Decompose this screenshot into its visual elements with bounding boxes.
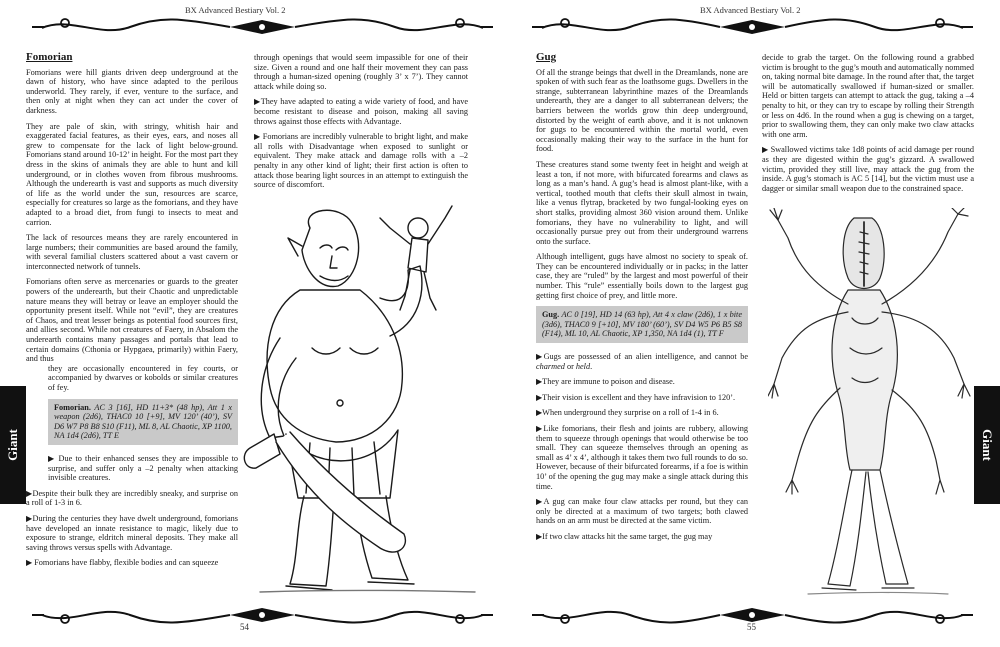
bullet-paragraph: ▶During the centuries they have dwelt underground, fomorians have developed an innate resistance to magic, likely due to exposure to strange, eldritch mineral deposits. They make all saving throws versus spells with Advantage. bbox=[26, 513, 239, 552]
bullet-arrow-icon: ▶ bbox=[48, 453, 56, 463]
bullet-arrow-icon: ▶ bbox=[762, 145, 769, 155]
gug-illustration bbox=[768, 208, 974, 598]
top-flourish-ornament bbox=[530, 14, 975, 40]
bullet-arrow-icon: ▶ bbox=[536, 424, 544, 433]
paragraph: Of all the strange beings that dwell in the Dreamlands, none are spoken of with such fear as the loathsome gugs. Dwellers in the strange, subterranean labyrinthine mazes of the Dreamlands underearth, they are a danger to all subterranean delvers; the barriers between the worlds grow thin deep underground, distorted by the weight of earth above, and it is not unknown for gugs to be encountered within the mortal world, even occasionally making their way to the surface in the hunt for food. bbox=[536, 67, 748, 154]
section-tab-giant[interactable] bbox=[974, 386, 1000, 504]
right-page bbox=[500, 0, 1000, 647]
stat-block-text: AC 3 [16], HD 11+3* (48 hp), Att 1 x weapon (2d6), THAC0 10 [+9], MV 120’ (40’), SV D6 W7 P8 B8 S10 (F11), ML 8, AL Chaotic, XP 1100, NA 1d4 (2d6), TT E bbox=[54, 402, 232, 441]
bullet-arrow-icon: ▶ bbox=[536, 352, 544, 362]
paragraph: They are pale of skin, with stringy, whitish hair and exaggerated facial features, as their eyes, ears, and noses all grew to compensate for the lack of light below-ground. Fomorians stand around 10-12’ in height. For the most part they dress in the skins of animals they are able to hunt and kill underground, or in clothes woven from fibrous mushrooms. Although the underearth is vast and supports as much diversity of life as the world under the sun, resources are scarce, especially for creatures so large as the fomorians, and they have adapted to a broad diet, from fungi to insects to meat and carrion. bbox=[26, 121, 238, 227]
paragraph: Fomorians often serve as mercenaries or guards to the greater powers of the underearth, but their Chaotic and unpredictable nature means they will betray or leave an employer should the opportunity present itself. While not “evil”, they are creatures of Chaos, and treat lesser beings as potential food sources first, and allies second. While not creatures of Faery, in Absalom the underearth contains many passages and portals that lead to certain domains (Cthonia or Hypgaea, primarily) within Faery, and thus bbox=[26, 277, 238, 364]
bullet-arrow-icon: ▶ bbox=[536, 392, 543, 402]
paragraph: Fomorians were hill giants driven deep underground at the dawn of history, who have since adapted to the perilous underworld. They rarely, if ever, venture to the surface, and then only at night when they can act under the cover of darkness. bbox=[26, 67, 238, 115]
bullet-arrow-icon: ▶ bbox=[536, 497, 544, 507]
bullet-paragraph: ▶When underground they surprise on a roll of 1-4 in 6. bbox=[536, 408, 719, 418]
fomorian-illustration bbox=[240, 198, 495, 598]
bullet-paragraph: ▶They are immune to poison and disease. bbox=[536, 377, 675, 387]
entry-title-gug: Gug bbox=[536, 51, 557, 63]
section-tab-label: Giant bbox=[980, 429, 996, 461]
paragraph: decide to grab the target. On the following round a grabbed victim is brought to the gug’s mouth and automatically nommed on, taking normal bite damage. In the round after that, the target will be automatically swallowed if human-sized or smaller. Held or bitten targets can attempt to attack the gug, taking a –4 penalty to hit, or they can try to escape by rolling their Strength or less on 4d6. In the round when a gug is chewing on a target, prior to swallowing them, they can only make two claw attacks with one arm. bbox=[762, 53, 974, 139]
bullet-arrow-icon: ▶ bbox=[26, 513, 33, 523]
bullet-paragraph: ▶They have adapted to eating a wide variety of food, and have become resistant to disease and poison, making all saving throws against those effects with Advantage. bbox=[254, 97, 469, 126]
stat-block-name: Fomorian. bbox=[54, 402, 91, 412]
left-column-2 bbox=[254, 53, 468, 196]
bullet-arrow-icon: ▶ bbox=[26, 488, 33, 498]
bullet-paragraph: ▶ Swallowed victims take 1d8 points of acid damage per round as they are digested within the gug’s gizzard. A swallowed victim, provided they still live, may attack the gug from the inside. A gug’s stomach is AC 5 [14], but the victim must use a dagger or similar small weapon due to the constrained space. bbox=[762, 145, 974, 193]
bullet-paragraph: ▶If two claw attacks hit the same target, the gug may bbox=[536, 531, 713, 541]
bullet-arrow-icon: ▶ bbox=[536, 408, 543, 418]
bottom-flourish-ornament bbox=[30, 602, 495, 628]
page-number: 54 bbox=[240, 622, 249, 632]
bullet-arrow-icon: ▶ bbox=[254, 132, 261, 142]
right-column-1 bbox=[536, 53, 748, 548]
indented-text-block bbox=[26, 364, 238, 483]
bullet-paragraph: ▶A gug can make four claw attacks per round, but they can only be directed at a maximum of two targets; both clawed hands on an arm must be directed at the same victim. bbox=[536, 497, 748, 526]
entry-title-fomorian: Fomorian bbox=[26, 51, 73, 63]
paragraph: through openings that would seem impassible for one of their size. Given a round and one half their movement they can pass through a human-sized opening (roughly 3’ x 7’). They cannot attack while doing so. bbox=[254, 53, 468, 91]
page-number: 55 bbox=[747, 622, 756, 632]
bullet-arrow-icon: ▶ bbox=[536, 377, 543, 387]
bullet-paragraph: ▶Despite their bulk they are incredibly sneaky, and surprise on a roll of 1-3 in 6. bbox=[26, 488, 238, 508]
paragraph: The lack of resources means they are rarely encountered in large numbers; their communities are based around the family, with several familial clusters scattered about a vast cavern or interconnected network of tunnels. bbox=[26, 233, 238, 271]
bullet-paragraph: ▶Like fomorians, their flesh and joints are rubbery, allowing them to squeeze through openings that would otherwise be too small. They can squeeze themselves through an opening as small as 4’ x 4’, although it takes them two full rounds to do so. However, because of their bifurcated forearms, if a foe is within 10’ of the opening the gug may make a single attack during this time. bbox=[536, 424, 748, 491]
bullet-paragraph: ▶ Fomorians are incredibly vulnerable to bright light, and make all rolls with Disadvantage when exposed to sunlight or equivalent. They make attack and damage rolls with a –2 penalty in any other kind of light; their first action is often to attack those bearing light sources in an attempt to extinguish the source of discomfort. bbox=[254, 132, 469, 190]
bullet-paragraph: ▶Their vision is excellent and they have infravision to 120’. bbox=[536, 392, 736, 402]
bullet-arrow-icon: ▶ bbox=[536, 531, 543, 541]
bullet-paragraph: ▶Gugs are possessed of an alien intelligence, and cannot be charmed or held. bbox=[536, 352, 748, 371]
stat-block-fomorian bbox=[48, 399, 238, 445]
paragraph: Although intelligent, gugs have almost no society to speak of. They can be encountered individually or in packs; in the latter case, they are “ruled” by the largest and most powerful of their number. This “rule” essentially boils down to the largest gug getting first choice of prey, and little more. bbox=[536, 252, 748, 300]
stat-block-text: AC 0 [19], HD 14 (63 hp), Att 4 x claw (2d6), 1 x bite (3d6), THAC0 9 [+10], MV 180’ (60’), SV D4 W5 P6 B5 S8 (F14), ML 10, AL Chaotic, XP 1,350, NA 1d4 (1), TT F bbox=[542, 310, 743, 339]
section-tab-label: Giant bbox=[5, 429, 21, 461]
stat-block-name: Gug. bbox=[542, 310, 560, 320]
left-column-1 bbox=[26, 53, 238, 574]
running-header: BX Advanced Bestiary Vol. 2 bbox=[185, 5, 286, 15]
bullet-paragraph: ▶ Fomorians have flabby, flexible bodies and can squeeze bbox=[26, 558, 219, 568]
bullet-arrow-icon: ▶ bbox=[26, 558, 33, 568]
stat-block-gug bbox=[536, 306, 748, 343]
running-header: BX Advanced Bestiary Vol. 2 bbox=[700, 5, 801, 15]
section-tab-giant[interactable] bbox=[0, 386, 26, 504]
paragraph: These creatures stand some twenty feet in height and weigh at least a ton, if not more, with bifurcated forearms and claws as long as a man’s hand. A gug’s head is almost plant-like, with a vertical, toothed mouth that clefts their skull almost in twain, like a venus flytrap, bracketed by two fungal-looking eyes on short stalks, providing almost 360 vision around them. Unlike fomorians, they have no vulnerability to light, and will occasionally pursue prey out from their underground warrens onto the surface. bbox=[536, 159, 748, 246]
bullet-paragraph: ▶ Due to their enhanced senses they are impossible to surprise, and suffer only a –2 penalty when attacking invisible creatures. bbox=[48, 453, 239, 483]
bullet-arrow-icon: ▶ bbox=[254, 97, 261, 107]
right-column-2 bbox=[762, 53, 974, 199]
top-flourish-ornament bbox=[30, 14, 495, 40]
paragraph: they are occasionally encountered in fey courts, or accompanied by dwarves or kobolds or similar creatures of fey. bbox=[48, 363, 238, 392]
